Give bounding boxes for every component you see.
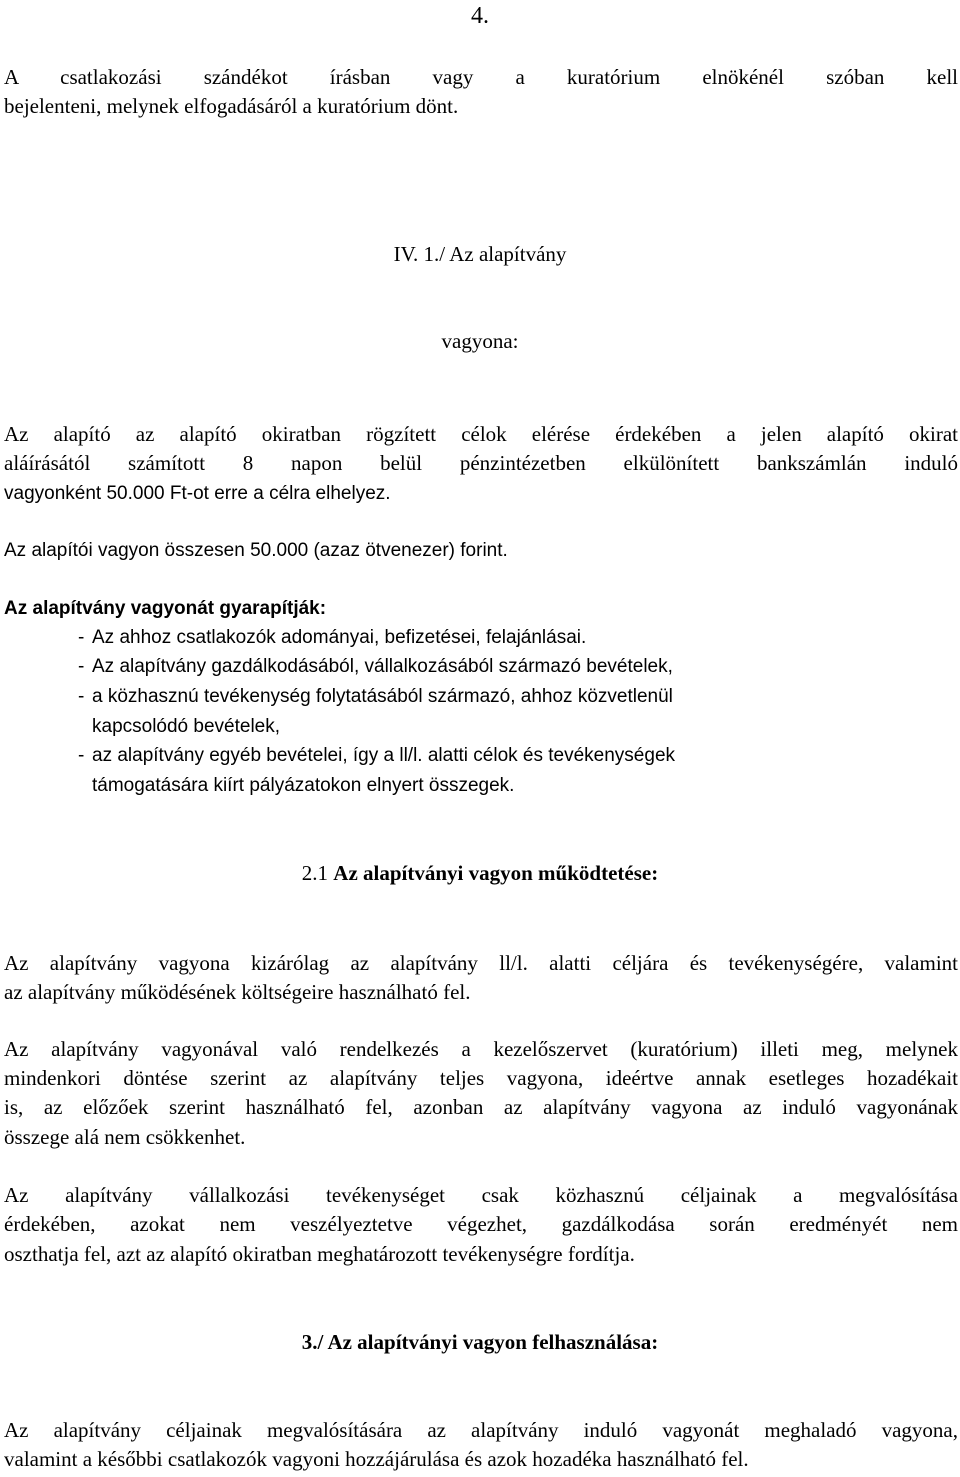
section-2-1-number: 2.1 — [301, 861, 329, 885]
bullet-text: az alapítvány egyéb bevételei, így a ll/l. alatti célok és tevékenységek — [92, 745, 676, 766]
bullet-text: Az alapítvány gazdálkodásából, vállalkozásából származó bevételek, — [92, 656, 673, 677]
bullet-text: Az ahhoz csatlakozók adományai, befizetései, felajánlásai. — [92, 627, 587, 648]
bullet-item — [78, 652, 673, 681]
section-2-1-para1-line1: Az alapítvány vagyona kizárólag az alapítvány ll/l. alatti céljára és tevékenységére, valamint — [4, 951, 958, 975]
bullet-item — [78, 741, 676, 770]
section-iv-heading: IV. 1./ Az alapítvány — [393, 242, 567, 266]
section-2-1-para3-line2: érdekében, azokat nem veszélyeztetve végezhet, gazdálkodása során eredményét nem — [4, 1212, 958, 1236]
section-iv-heading-cont: vagyona: — [441, 329, 519, 353]
section-2-1-para2-line3: is, az előzőek szerint használható fel, azonban az alapítvány vagyona az induló vagyonának — [4, 1095, 958, 1119]
intro-line-2: bejelenteni, melynek elfogadásáról a kuratórium dönt. — [4, 94, 459, 118]
bullet-dash: - — [78, 745, 85, 766]
bullet-item — [78, 623, 587, 652]
section-2-1-para2-line2: mindenkori döntése szerint az alapítvány teljes vagyona, ideértve annak esetleges hozadékait — [4, 1066, 958, 1090]
section-2-1-para3-line1: Az alapítvány vállalkozási tevékenységet csak közhasznú céljainak a megvalósítása — [4, 1183, 958, 1207]
growth-heading: Az alapítvány vagyonát gyarapítják: — [4, 598, 327, 619]
section-2-1-para2-line4: összege alá nem csökkenhet. — [4, 1125, 246, 1149]
bullet-continuation: kapcsolódó bevételek, — [92, 716, 281, 737]
section-2-1-para1-line2: az alapítvány működésének költségeire használható fel. — [4, 980, 471, 1004]
page-number: 4. — [471, 3, 489, 29]
bullet-item — [78, 682, 673, 711]
section-iv-para1-line3: vagyonként 50.000 Ft-ot erre a célra elhelyez. — [4, 483, 391, 504]
intro-line-1: A csatlakozási szándékot írásban vagy a kuratórium elnökénél szóban kell — [4, 65, 958, 89]
section-3-para1-line1: Az alapítvány céljainak megvalósítására az alapítvány induló vagyonát meghaladó vagyona, — [4, 1418, 958, 1442]
section-iv-para1-line2: aláírásától számított 8 napon belül pénzintézetben elkülönített bankszámlán induló — [4, 451, 958, 475]
section-iv-para1-line1: Az alapító az alapító okiratban rögzített célok elérése érdekében a jelen alapító okirat — [4, 422, 958, 446]
bullet-dash: - — [78, 686, 85, 707]
bullet-dash: - — [78, 656, 85, 677]
section-2-1-para3-line3: oszthatja fel, azt az alapító okiratban meghatározott tevékenységre fordítja. — [4, 1242, 635, 1266]
bullet-text: a közhasznú tevékenység folytatásából származó, ahhoz közvetlenül — [92, 686, 673, 707]
section-3-para1-line2: valamint a későbbi csatlakozók vagyoni hozzájárulása és azok hozadéka használható fel. — [4, 1447, 749, 1471]
section-2-1-title: Az alapítványi vagyon működtetése: — [333, 861, 659, 885]
section-3-heading: 3./ Az alapítványi vagyon felhasználása: — [301, 1330, 659, 1354]
bullet-continuation: támogatására kiírt pályázatokon elnyert összegek. — [92, 775, 515, 796]
section-2-1-para2-line1: Az alapítvány vagyonával való rendelkezés a kezelőszervet (kuratórium) illeti meg, melynek — [4, 1037, 958, 1061]
section-2-1-heading — [0, 859, 960, 888]
section-iv-para2: Az alapítói vagyon összesen 50.000 (azaz ötvenezer) forint. — [4, 540, 508, 561]
bullet-dash: - — [78, 627, 85, 648]
